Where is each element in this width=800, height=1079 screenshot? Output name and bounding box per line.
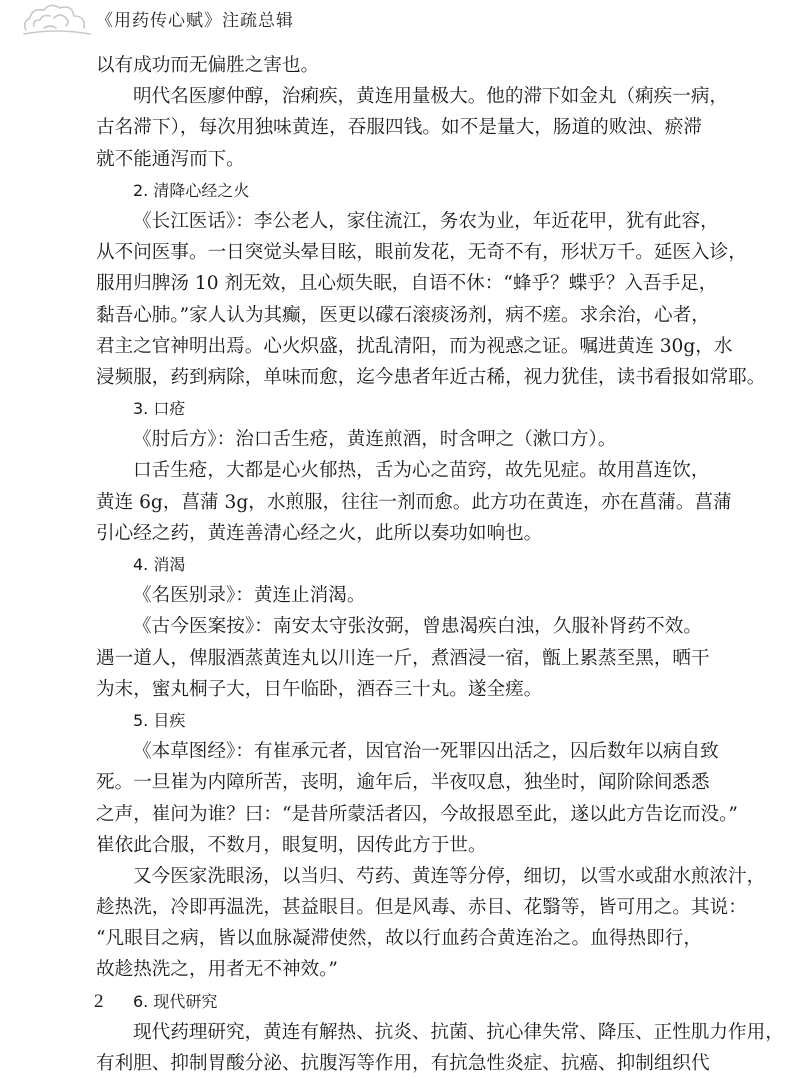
text-line: 浸频服，药到病除，单味而愈，迄今患者年近古稀，视力犹佳，读书看报如常耶。 [96,366,766,388]
text-line: 古名滞下），每次用独味黄连，吞服四钱。如不是量大，肠道的败浊、瘀滞 [96,117,702,139]
text-line: 故趁热洗之，用者无不神效。” [96,959,338,981]
text-line: 服用归脾汤 10 剂无效，且心烦失眠，自语不休：“蜂乎？蝶乎？入吾手足， [96,273,718,295]
text-line: 明代名医廖仲醇，治痢疾，黄连用量极大。他的滞下如金丸（痢疾一病， [133,86,729,108]
text-line: 君主之官神明出焉。心火炽盛，扰乱清阳，而为视惑之证。嘱进黄连 30g，水 [96,335,733,357]
text-line: 之声，崔问为谁？曰：“是昔所蒙活者囚，今故报恩至此，遂以此方告讫而没。” [96,803,738,825]
text-line: 为末，蜜丸桐子大，日午临卧，酒吞三十丸。遂全瘥。 [96,678,543,700]
text-line: 《名医别录》：黄连止消渴。 [133,585,366,607]
text-line: 有利胆、抑制胃酸分泌、抗腹泻等作用，有抗急性炎症、抗癌、抑制组织代 [96,1053,710,1074]
text-line: 《长江医话》：李公老人，家住流江，务农为业，年近花甲，犹有此容， [133,210,719,232]
text-line: 以有成功而无偏胜之害也。 [96,55,320,76]
text-line: 黄连 6g，菖蒲 3g，水煎服，往往一剂而愈。此方功在黄连，亦在菖蒲。菖蒲 [96,491,732,513]
text-line: “凡眼目之病，皆以血脉凝滞使然，故以行血药合黄连治之。血得热即行， [96,928,702,950]
section-heading: 5. 目疾 [133,710,186,730]
section-heading: 6. 现代研究 [133,991,218,1011]
text-line: 《肘后方》：治口舌生疮，黄连煎酒，时含呷之（漱口方）。 [133,429,617,451]
text-line: 黏吾心肺。”家人认为其癫，医更以礞石滚痰汤剂，病不瘥。求余治，心者， [96,304,710,326]
section-heading: 4. 消渴 [133,555,186,574]
text-line: 口舌生疮，大都是心火郁热，舌为心之苗窍，故先见症。故用菖连饮， [133,460,710,482]
text-line: 遇一道人，俾服酒蒸黄连丸以川连一斤，煮酒浸一宿，甑上累蒸至黑，晒干 [96,647,710,669]
running-header [0,0,800,44]
text-line: 从不问医事。一日突觉头晕目眩，眼前发花，无奇不有，形状万千。延医入诊， [96,242,747,264]
cloud-ornament-icon [20,0,92,40]
section-heading: 3. 口疮 [133,399,186,419]
text-line: 就不能通泻而下。 [96,148,245,170]
header-title: 《用药传心赋》注疏总辑 [96,11,294,31]
body-text [96,50,784,1079]
text-line: 《古今医案按》：南安太守张汝弼，曾患渴疾白浊，久服补肾药不效。 [133,616,702,638]
text-line: 趁热洗，冷即再温洗，甚益眼目。但是风毒、赤目、花翳等，皆可用之。其说： [96,897,747,919]
text-line: 死。一旦崔为内障所苦，丧明，逾年后，半夜叹息，独坐时，闻阶除间悉悉 [96,772,710,794]
text-line: 《本草图经》：有崔承元者，因官治一死罪囚出活之，囚后数年以病自致 [133,741,719,763]
text-line: 崔依此合服，不数月，眼复明，因传此方于世。 [96,834,487,856]
text-line: 现代药理研究，黄连有解热、抗炎、抗菌、抗心律失常、降压、正性肌力作用， [133,1021,784,1043]
text-line: 又今医家洗眼汤，以当归、芍药、黄连等分停，细切，以雪水或甜水煎浓汁， [133,865,766,887]
page-number: 2 [94,991,104,1012]
text-line: 引心经之药，黄连善清心经之火，此所以奏功如响也。 [96,522,543,544]
section-heading: 2. 清降心经之火 [133,180,250,200]
